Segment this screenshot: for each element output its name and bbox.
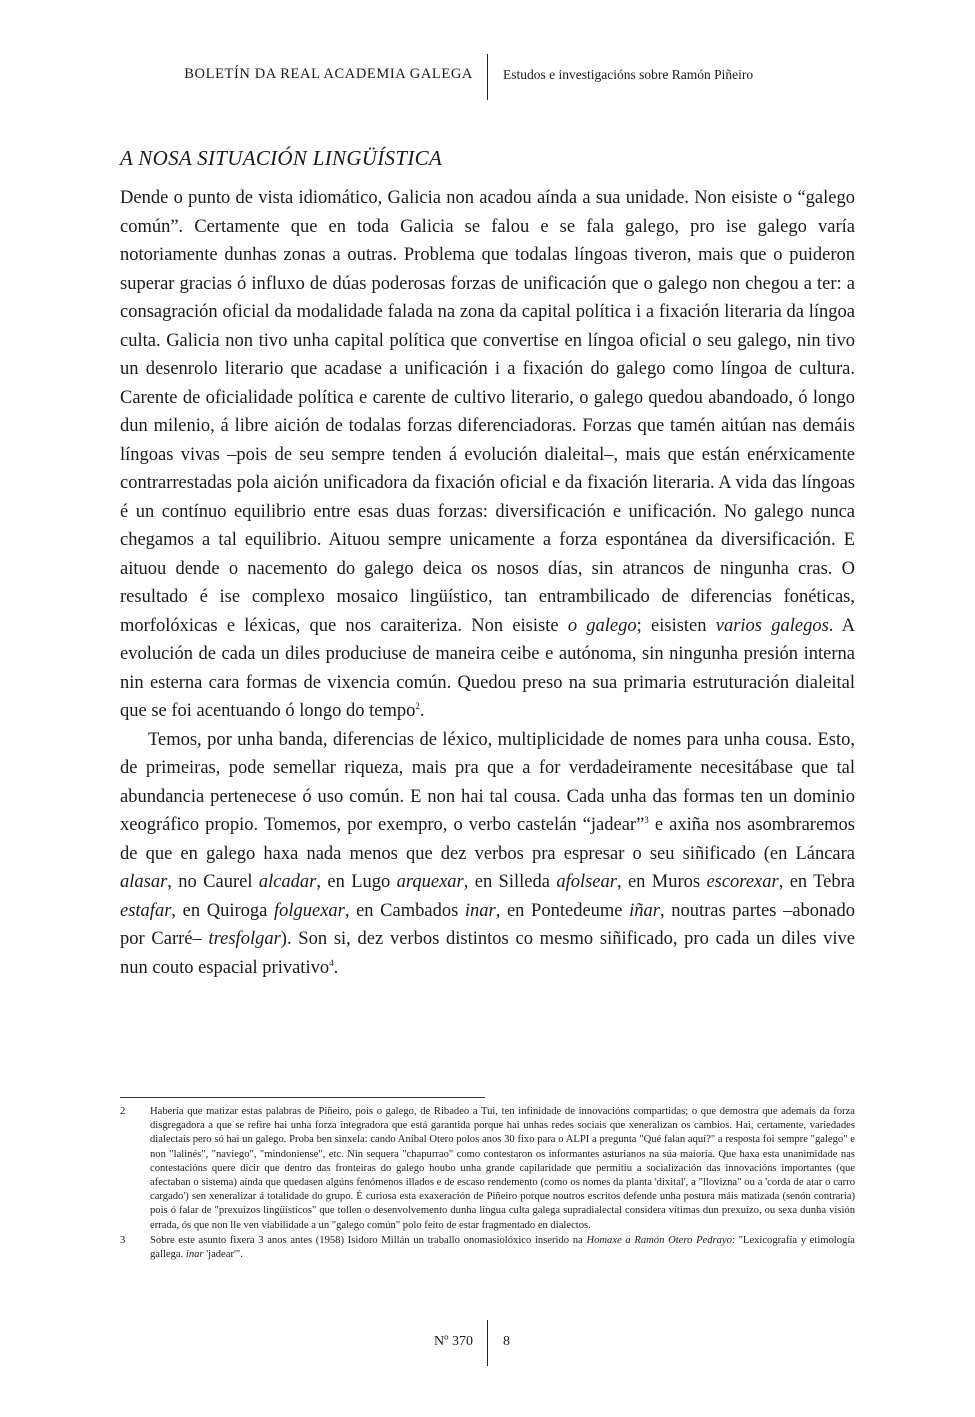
italic-term: iñar <box>629 900 660 921</box>
footnote-text <box>150 1235 855 1260</box>
italic-term: Homaxe a Ramón Otero Pedrayo <box>586 1234 732 1246</box>
footnote-rule <box>120 1097 485 1098</box>
text-run: Sobre este asunto fixera 3 anos antes (1958) Isidoro Millán un traballo onomasiolóxico inserido na <box>150 1234 587 1246</box>
footnote-3 <box>120 1234 855 1262</box>
text-run: ). Son si, dez verbos distintos co mesmo siñificado, pro cada un diles vive nun couto espacial privativo <box>120 929 855 978</box>
main-text <box>120 184 855 982</box>
italic-term: escorexar <box>706 872 779 892</box>
paragraph-1 <box>120 184 855 726</box>
text-run: Temos, por unha banda, diferencias de léxico, multiplicidade de nomes para unha cousa. Esto, de primeiras, pode semellar riqueza, mais pra que a for verdadeiramente necesitábase que tal abundancia pertenecese ó uso común. E non hai tal cousa. Cada unha das formas ten un dominio xeográfico propio. Tomemos, por exempro, o verbo castelán “jadear” <box>120 729 855 835</box>
text-run: . <box>419 701 425 721</box>
text-run: 'jadear'". <box>203 1249 243 1261</box>
text-run: e axiña nos asombraremos de que en galego haxa nada menos que dez verbos pra espresar o seu siñificado (en Láncara <box>120 815 855 864</box>
italic-term: folguexar <box>273 900 345 921</box>
italic-term: arquexar <box>396 872 464 892</box>
page-footer <box>0 1320 975 1370</box>
footnotes <box>120 1105 855 1263</box>
italic-term: estafar <box>120 900 172 921</box>
footnote-ref: 4 <box>329 957 334 968</box>
text-run: . A evolución de cada un diles produciuse de maneira ceibe e autónoma, sin ningunha presión interna nin esterna cara formas de vixencia común. Quedou preso na sua primaria estruturación dialeital que se foi acentuando ó longo do tempo <box>120 615 855 721</box>
text-run: Habería que matizar estas palabras de Piñeiro, pois o galego, de Ribadeo a Tui, ten infinidade de innovacións compartidas; o que demostra que ademais da forza disgregadora a que se refire hai unha forza integradora que está garantida porque hai unhas redes sociais que xeneralizan os cambios. Hai, certamente, variedades dialectais pero só hai un galego. Proba ben sinxela: cando Aníbal Otero polos anos 30 fixo para o ALPI a pregunta "Qué falan aquí?" a resposta foi sempre "galego" e non "lalinés", "naviego", "mindoniense", etc. Nin sequera "chapurrao" como contestaron os informantes asturianos na súa maioría. Que haxa esta unanimidade nas contestacións quere dicir que dentro das fronteiras do galego houbo unha grande capilaridade que permitiu a socialización das innovacións importantes (que afectaban o sistema) aínda que quedasen algúns fenómenos illados e de escaso rendemento (como os nomes da planta 'dixital', a "llovizna" ou a 'corda de atar o carro cargado') sen xeneralizar á totalidade do grupo. É curiosa esta exaxeración de Piñeiro porque noutros escritos defende unha postura máis matizada (senón contraria) pois ó falar de "prexuízos lingüísticos" que tollen o desenvolvemento dunha lingua culta galega supradialectal considera vítimas dun prexuízo, ou sexa dunha visión errada, ós que non lle ven viabilidade a un "galego común" polo feito de estar fragmentado en dialectos. <box>150 1106 855 1231</box>
footnote-number: 2 <box>120 1106 126 1117</box>
text-run: ; eisisten <box>636 615 716 636</box>
italic-term: tresfolgar <box>208 929 281 949</box>
italic-term: alasar <box>120 872 168 892</box>
text-run: , no Caurel <box>167 872 259 892</box>
text-run: , en Muros <box>616 872 707 892</box>
text-run: : "Lexicografía y etimología gallega. <box>150 1234 855 1261</box>
italic-term: inar <box>185 1249 204 1261</box>
footnote-ref: 2 <box>415 700 420 711</box>
italic-term: alcadar <box>258 872 317 892</box>
italic-term: inar <box>464 900 496 921</box>
footnote-ref: 3 <box>644 814 649 825</box>
footnote-2 <box>120 1105 855 1233</box>
issue-number: Nº 370 <box>434 1334 473 1349</box>
text-run: , en Cambados <box>344 900 465 921</box>
text-run: , en Lugo <box>316 872 397 892</box>
text-run: . <box>333 957 339 978</box>
text-run: , en Pontedeume <box>495 900 630 921</box>
footnote-text <box>150 1106 855 1231</box>
text-run: , en Quiroga <box>171 900 274 921</box>
italic-term: o galego <box>567 615 637 636</box>
text-run: Dende o punto de vista idiomático, Galicia non acadou aínda a sua unidade. Non eisiste o “galego común”. Certamente que en toda Galicia se falou e se fala galego, pro ise galego varía notoriamente dunhas zonas a outras. Problema que todalas língoas tiveron, mais que o puideron superar gracias ó influxo de dúas poderosas forzas de unificación que o galego non chegou a ter: a consagración oficial da modalidade falada na zona da capital política i a fixación literaria da língoa culta. Galicia non tivo unha capital política que convertise en língoa oficial o seu galego, nin tivo un desenrolo literario que acadase a unificación i a fixación do galego como língoa de cultura. Carente de oficialidade política e carente de cultivo literario, o galego quedou abandoado, ó longo dun milenio, á libre aición de todalas forzas diferenciadoras. Forzas que tamén aitúan nas demáis língoas vivas –pois de seu sempre tenden á evolución dialeital–, mais que están enérxicamente contrarrestadas pola aición unificadora da fixación oficial e da fixación literaria. A vida das língoas é un contínuo equilibrio entre esas duas forzas: diversificación e unificación. No galego nunca chegamos a tal equilibrio. Aituou sempre unicamente a forza espontánea da diversificación. E aituou dende o nacemento do galego deica os nosos días, sin atrancos de ningunha cras. O resultado é ise complexo mosaico lingüístico, tan entrambilicado de diferencias fonéticas, morfolóxicas e léxicas, que nos caraiteriza. Non eisiste <box>120 188 855 636</box>
footnote-number: 3 <box>120 1234 126 1246</box>
page-header <box>0 54 975 104</box>
section-title-running: Estudos e investigacións sobre Ramón Piñeiro <box>503 67 754 82</box>
text-run: , en Tebra <box>778 872 856 892</box>
paragraph-2 <box>120 726 855 983</box>
text-run: , noutras partes –abonado por Carré– <box>120 900 855 949</box>
header-divider <box>487 54 488 100</box>
page-number: 8 <box>503 1334 510 1349</box>
section-heading: A NOSA SITUACIÓN LINGÜÍSTICA <box>120 146 443 170</box>
journal-title: BOLETÍN DA REAL ACADEMIA GALEGA <box>184 66 473 82</box>
italic-term: afolsear <box>556 872 617 892</box>
text-run: , en Silleda <box>463 872 557 892</box>
italic-term: varios galegos <box>715 615 829 636</box>
footer-divider <box>487 1320 488 1366</box>
